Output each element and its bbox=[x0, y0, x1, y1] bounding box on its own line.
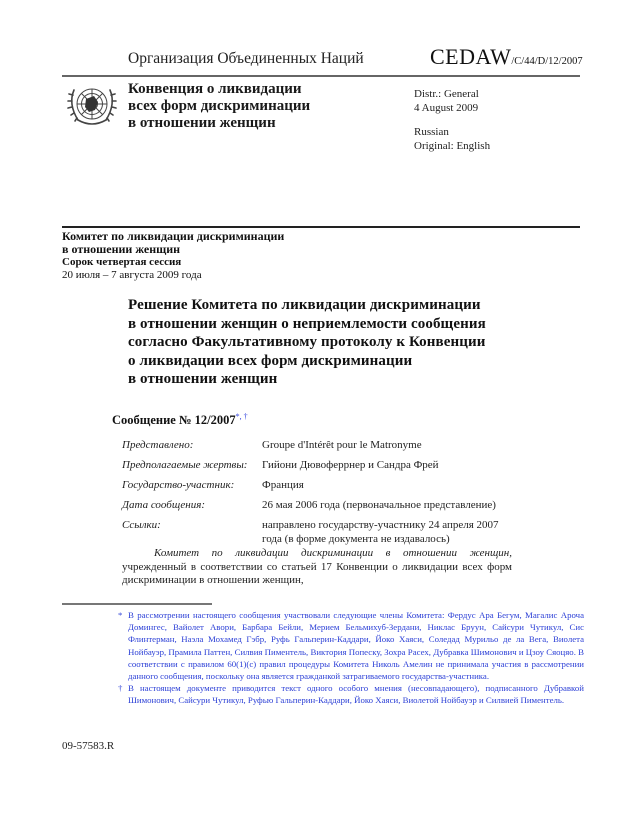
detail-label: Представлено: bbox=[122, 439, 194, 451]
footnote-separator bbox=[62, 603, 212, 605]
distribution-info bbox=[414, 88, 490, 153]
paragraph-lead: Комитет по ликвидации дискриминации в отношении женщин, bbox=[154, 547, 512, 559]
un-emblem-icon bbox=[64, 80, 120, 130]
detail-value: Гийони Дювоферрнер и Сандра Фрей bbox=[262, 459, 439, 471]
paragraph-text: учрежденный в соответствии со статьей 17 Конвенции о ликвидации всех форм дискриминации в отношении женщин, bbox=[122, 560, 512, 586]
detail-label: Ссылки: bbox=[122, 519, 161, 531]
footnote-text: В рассмотрении настоящего сообщения участвовали следующие члены Комитета: Фердус Ара Бегум, Магалис Ароча Домингес, Вайолет Авори, Барбара Бейли, Мерием Бельмихуб-Зердани, Никлас Бруун, Сайсури Чутикул, Сис Флинтерман, Наэла Мохамед Гэбр, Руфь Гальперин-Каддари, Йоко Хаяси, Соледад Мурильо де ла Вега, Виолета Нойбауэр, Прамила Паттен, Силвия Пиментель, Виктория Попеску, Зохра Расех, Дубравка Шимонович и Цзоу Сяоцяо. В соответствии с правилом 60(1)(c) правил процедуры Комитета Николь Амелин не принимала участия в рассмотрении данного сообщения, поскольку она является гражданкой затрагиваемого государства-участника. bbox=[128, 610, 584, 682]
decision-title-line: в отношении женщин bbox=[128, 371, 278, 387]
convention-title bbox=[128, 81, 310, 132]
convention-title-line: Конвенция о ликвидации bbox=[128, 81, 302, 97]
detail-row-submitted-by bbox=[122, 438, 502, 452]
committee-name-cont: в отношении женщин bbox=[62, 242, 181, 256]
document-number: 09-57583.R bbox=[62, 740, 115, 752]
detail-label: Предполагаемые жертвы: bbox=[122, 459, 248, 471]
original-language: Original: English bbox=[414, 139, 491, 152]
footnote-item bbox=[118, 682, 584, 706]
decision-title-line: Решение Комитета по ликвидации дискриминации bbox=[128, 297, 481, 313]
detail-row-alleged-victims bbox=[122, 458, 502, 472]
organization-name: Организация Объединенных Наций bbox=[128, 50, 364, 67]
decision-title-line: согласно Факультативному протоколу к Конвенции bbox=[128, 334, 486, 350]
footnote-mark: * bbox=[118, 610, 123, 620]
footnotes bbox=[118, 609, 584, 707]
document-symbol bbox=[430, 44, 583, 70]
detail-value: Франция bbox=[262, 479, 304, 491]
footnote-reference-link[interactable]: *, † bbox=[235, 412, 248, 421]
communication-details bbox=[122, 438, 502, 552]
convention-title-line: всех форм дискриминации bbox=[128, 98, 311, 114]
section-rule bbox=[62, 226, 580, 228]
detail-value: направлено государству-участнику 24 апреля 2007 года (в форме документа не издавалось) bbox=[262, 519, 499, 545]
communication-number bbox=[112, 412, 248, 428]
footnote-text: В настоящем документе приводится текст одного особого мнения (несовпадающего), подписанного Дубравкой Шимонович, Сайсури Чутикул, Руфью Гальперин-Каддари, Йоко Хаяси, Виолетой Нойбауэр и Силвией Пиментель. bbox=[128, 683, 584, 706]
detail-label: Государство-участник: bbox=[122, 479, 235, 491]
committee-block bbox=[62, 230, 284, 282]
issue-date: 4 August 2009 bbox=[414, 101, 479, 114]
detail-label: Дата сообщения: bbox=[122, 499, 206, 511]
detail-row-date bbox=[122, 498, 502, 512]
symbol-sub: /C/44/D/12/2007 bbox=[511, 56, 583, 67]
session-name: Сорок четвертая сессия bbox=[62, 256, 182, 268]
symbol-main: CEDAW bbox=[430, 44, 512, 69]
session-dates: 20 июля – 7 августа 2009 года bbox=[62, 269, 202, 281]
decision-title bbox=[128, 296, 486, 389]
body-paragraph bbox=[122, 547, 512, 588]
footnote-item bbox=[118, 609, 584, 682]
detail-value: Groupe d'Intérêt pour le Matronyme bbox=[262, 439, 422, 451]
detail-row-references bbox=[122, 518, 502, 546]
footnote-mark: † bbox=[118, 683, 123, 694]
communication-number-text: Сообщение № 12/2007 bbox=[112, 413, 236, 428]
decision-title-line: о ликвидации всех форм дискриминации bbox=[128, 352, 413, 369]
distribution-type: Distr.: General bbox=[414, 88, 479, 100]
detail-value: 26 мая 2006 года (первоначальное представление) bbox=[262, 499, 496, 511]
language: Russian bbox=[414, 126, 449, 138]
decision-title-line: в отношении женщин о неприемлемости сообщения bbox=[128, 315, 486, 332]
committee-name: Комитет по ликвидации дискриминации bbox=[62, 229, 285, 243]
detail-row-state-party bbox=[122, 478, 502, 492]
header-rule bbox=[62, 75, 580, 77]
convention-title-line: в отношении женщин bbox=[128, 115, 276, 131]
